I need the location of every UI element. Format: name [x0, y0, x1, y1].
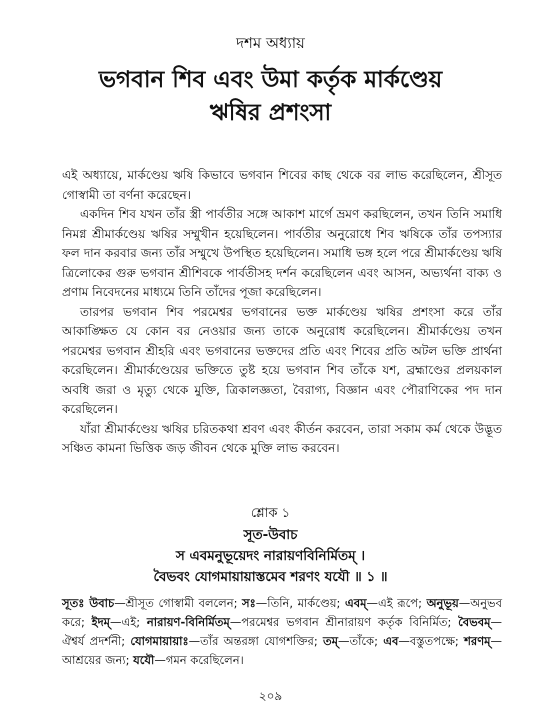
- chapter-heading: দশম অধ্যায়: [236, 34, 305, 52]
- synonym-meaning: পরমেশ্বর ভগবান শ্রীনারায়ণ কর্তৃক বিনির্মিত;: [241, 615, 452, 629]
- synonym-term: যযৌ: [133, 653, 155, 667]
- synonym-meaning: অনুভব করে;: [62, 596, 503, 629]
- synonym-term: ইদম্: [91, 615, 111, 629]
- synonym-meaning: তাঁর অন্তরঙ্গা যোগশক্তির;: [200, 634, 318, 648]
- verse-line-2: বৈভবং যোগমায়ায়াস্তমেব শরণং যযৌ ॥ ১ ॥: [153, 569, 388, 585]
- summary-paragraph: যাঁরা শ্রীমার্কণ্ডেয় ঋষির চরিতকথা শ্রবণ এবং কীর্তন করবেন, তারা সকাম কর্ম থেকে উদ্ভূত সঞ্চিত কামনা ভিত্তিক জড় জীবন থেকে মুক্তি লাভ করবেন।: [62, 421, 502, 455]
- synonym-term: অনুভূয়: [426, 596, 459, 610]
- synonym-term: সঃ: [242, 596, 256, 610]
- synonym-meaning: গমন করেছিলেন।: [165, 653, 244, 667]
- verse-label: শ্লোক ১: [250, 506, 291, 521]
- summary-paragraph: এই অধ্যায়ে, মার্কণ্ডেয় ঋষি কিভাবে ভগবান শিবের কাছ থেকে বর লাভ করেছিলেন, শ্রীসূত গোস্বামী তা বর্ণনা করেছেন।: [62, 168, 502, 202]
- chapter-title-line-2: ঋষির প্রশংসা: [209, 100, 332, 126]
- summary-paragraph: একদিন শিব যখন তাঁর স্ত্রী পার্বতীর সঙ্গে আকাশ মার্গে ভ্রমণ করছিলেন, তখন তিনি সমাধি নিমগ্ন শ্রীমার্কণ্ডেয় ঋষির সম্মুখীন হয়েছিলেন। পার্বতীর অনুরোধে শিব ঋষিকে তাঁর তপস্যার ফল দান করবার জন্য তাঁর সম্মুখে উপস্থিত হয়েছিলেন। সমাধি ভঙ্গ হলে পরে শ্রীমার্কণ্ডেয় ঋষি ত্রিলোকের গুরু ভগবান শ্রীশিবকে পার্বতীসহ দর্শন করেছিলেন এবং আসন, অভ্যর্থনা বাক্য ও প্রণাম নিবেদনের মাধ্যমে তিনি তাঁদের পূজা করেছিলেন।: [62, 207, 502, 299]
- synonym-term: এব: [383, 634, 399, 648]
- synonym-term: শরণম্: [464, 634, 491, 648]
- chapter-title-line-1: ভগবান শিব এবং উমা কর্তৃক মার্কণ্ডেয়: [98, 67, 443, 93]
- verse-speaker: সূত-উবাচ: [243, 527, 298, 543]
- synonym-meaning: তিনি, মার্কণ্ডেয়;: [267, 596, 341, 610]
- synonym-meaning: আশ্রয়ের জন্য;: [62, 653, 130, 667]
- synonym-meaning: শ্রীসূত গোস্বামী বললেন;: [125, 596, 238, 610]
- word-synonyms: সূতঃ উবাচ—শ্রীসূত গোস্বামী বললেন; সঃ—তিনি, মার্কণ্ডেয়; এবম্—এই রূপে; অনুভূয়—অনুভব করে; ইদম্—এই; নারায়ণ-বিনির্মিতম্—পরমেশ্বর ভগবান শ্রীনারায়ণ কর্তৃক বিনির্মিত; বৈভবম্—ঐশ্বর্য প্রদর্শনী; যোগমায়ায়াঃ—তাঁর অন্তরঙ্গা যোগশক্তির; তম্—তাঁকে; এব—বস্তুতপক্ষে; শরণম্—আশ্রয়ের জন্য; যযৌ—গমন করেছিলেন।: [62, 596, 503, 667]
- synonym-meaning: বস্তুতপক্ষে;: [409, 634, 459, 648]
- chapter-summary: [62, 166, 502, 459]
- synonym-meaning: তাঁকে;: [349, 634, 378, 648]
- synonym-term: তম্: [322, 634, 338, 648]
- synonym-term: এবম্: [344, 596, 367, 610]
- summary-paragraph: তারপর ভগবান শিব পরমেশ্বর ভগবানের ভক্ত মার্কণ্ডেয় ঋষির প্রশংসা করে তাঁর আকাঙ্ক্ষিত যে কোন বর নেওয়ার জন্য তাকে অনুরোধ করেছিলেন। শ্রীমার্কণ্ডেয় তখন পরমেশ্বর ভগবান শ্রীহরি এবং ভগবানের ভক্তদের প্রতি এবং শিবের প্রতি অটল ভক্তি প্রার্থনা করেছিলেন। শ্রীমার্কণ্ডেয়ের ভক্তিতে তুষ্ট হয়ে ভগবান শিব তাঁকে যশ, ব্রহ্মাণ্ডের প্রলয়কাল অবধি জরা ও মৃত্যু থেকে মুক্তি, ত্রিকালজ্ঞতা, বৈরাগ্য, বিজ্ঞান এবং পৌরাণিকের পদ দান করেছিলেন।: [62, 304, 502, 416]
- synonym-meaning: এই;: [121, 615, 141, 629]
- synonym-meaning: এই রূপে;: [378, 596, 422, 610]
- synonym-term: সূতঃ উবাচ: [62, 596, 115, 610]
- synonym-term: নারায়ণ-বিনির্মিতম্: [146, 615, 230, 629]
- synonym-meaning: ঐশ্বর্য প্রদর্শনী;: [62, 634, 126, 648]
- synonym-term: বৈভবম্: [458, 615, 491, 629]
- synonym-term: যোগমায়ায়াঃ: [130, 634, 189, 648]
- chapter-title: [20, 64, 521, 130]
- page-number: ২০৯: [258, 689, 283, 703]
- verse-line-1: স এবমনুভূয়েদং নারায়ণবিনির্মিতম্ ।: [175, 548, 366, 564]
